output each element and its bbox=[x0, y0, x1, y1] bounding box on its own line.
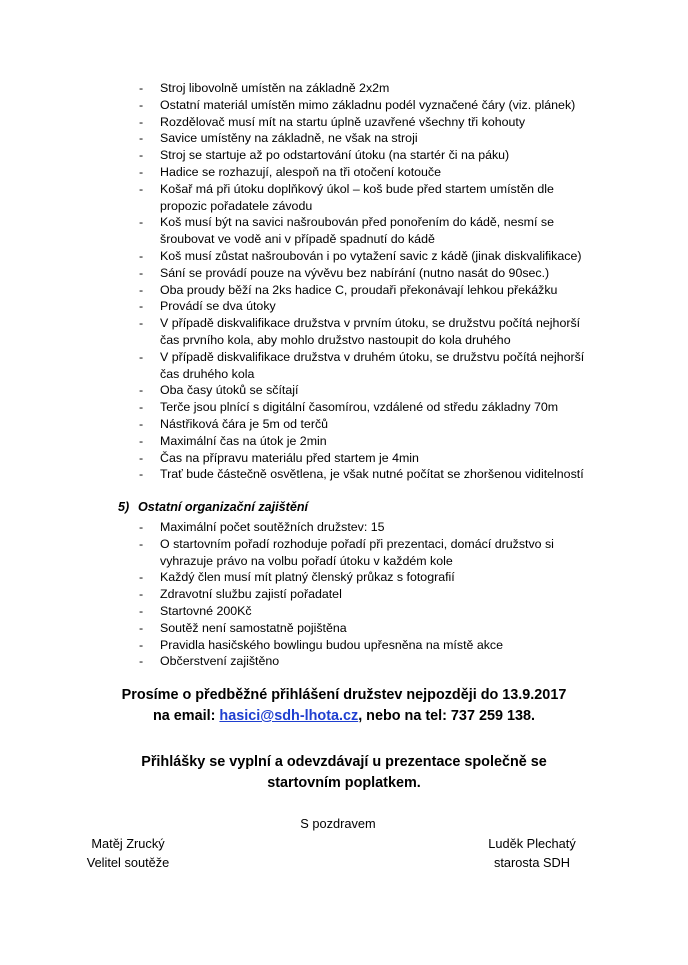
phone-text: , nebo na tel: 737 259 138. bbox=[358, 708, 535, 724]
list-item-text: Nástřiková čára je 5m od terčů bbox=[160, 416, 329, 431]
bullet-dash: - bbox=[139, 467, 144, 482]
competition-rules-list bbox=[139, 80, 599, 483]
list-item bbox=[139, 114, 599, 131]
list-item bbox=[139, 265, 599, 282]
bullet-dash: - bbox=[139, 416, 144, 431]
list-item bbox=[139, 519, 599, 536]
bullet-dash: - bbox=[139, 81, 144, 95]
list-item bbox=[139, 620, 599, 637]
bullet-dash: - bbox=[139, 248, 144, 263]
list-item bbox=[139, 349, 599, 383]
bullet-dash: - bbox=[139, 450, 144, 465]
bullet-dash: - bbox=[139, 536, 144, 551]
list-item-text: Trať bude částečně osvětlena, je však nutné počítat se zhoršenou viditelností bbox=[160, 467, 584, 482]
section-title: Ostatní organizační zajištění bbox=[138, 500, 309, 514]
bullet-dash: - bbox=[139, 587, 144, 602]
bullet-dash: - bbox=[139, 299, 144, 314]
list-item-text: Občerstvení zajištěno bbox=[160, 654, 280, 669]
bullet-dash: - bbox=[139, 316, 144, 331]
list-item-text: Maximální počet soutěžních družstev: 15 bbox=[160, 520, 385, 534]
list-item bbox=[139, 433, 599, 450]
bullet-dash: - bbox=[139, 570, 144, 585]
list-item bbox=[139, 298, 599, 315]
list-item-text: propozic pořadatele závodu bbox=[160, 198, 313, 213]
list-item-text: Každý člen musí mít platný členský průkaz s fotografií bbox=[160, 570, 455, 585]
section-number: 5) bbox=[118, 500, 130, 514]
list-item bbox=[139, 382, 599, 399]
applications-notice bbox=[0, 752, 688, 794]
registration-deadline-line: Prosíme o předběžné přihlášení družstev nejpozději do 13.9.2017 bbox=[121, 687, 567, 703]
bullet-dash: - bbox=[139, 637, 144, 652]
bullet-dash: - bbox=[139, 349, 144, 364]
bullet-dash: - bbox=[139, 215, 144, 230]
bullet-dash: - bbox=[139, 97, 144, 112]
section-heading bbox=[118, 499, 308, 516]
signature-left bbox=[48, 834, 208, 872]
list-item-text: Pravidla hasičského bowlingu budou upřesněna na místě akce bbox=[160, 637, 504, 652]
list-item bbox=[139, 466, 599, 483]
list-item bbox=[139, 248, 599, 265]
email-link[interactable]: hasici@sdh-lhota.cz bbox=[219, 708, 359, 724]
bullet-dash: - bbox=[139, 520, 144, 534]
bullet-dash: - bbox=[139, 603, 144, 618]
signature-left-name: Matěj Zrucký bbox=[91, 836, 165, 851]
list-item-text: čas druhého kola bbox=[160, 366, 255, 381]
list-item bbox=[139, 569, 599, 586]
list-item-text: Čas na přípravu materiálu před startem je 4min bbox=[160, 450, 419, 465]
list-item-text: Oba časy útoků se sčítají bbox=[160, 383, 299, 398]
list-item-text: O startovním pořadí rozhoduje pořadí při prezentaci, domácí družstvo si bbox=[160, 536, 554, 551]
list-item bbox=[139, 450, 599, 467]
list-item bbox=[139, 637, 599, 654]
list-item-text: Koš musí zůstat našroubován i po vytažení savic z kádě (jinak diskvalifikace) bbox=[160, 248, 582, 263]
applications-line-1: Přihlášky se vyplní a odevzdávají u prezentace společně se bbox=[141, 754, 547, 770]
list-item-text: Zdravotní službu zajistí pořadatel bbox=[160, 587, 342, 602]
list-item bbox=[139, 586, 599, 603]
list-item bbox=[139, 282, 599, 299]
list-item-text: Oba proudy běží na 2ks hadice C, proudaři překonávají lehkou překážku bbox=[160, 282, 558, 297]
bullet-dash: - bbox=[139, 383, 144, 398]
bullet-dash: - bbox=[139, 282, 144, 297]
signature-right-role: starosta SDH bbox=[493, 855, 571, 870]
bullet-dash: - bbox=[139, 654, 144, 669]
bullet-dash: - bbox=[139, 265, 144, 280]
list-item-text: Terče jsou plnící s digitální časomírou, vzdálené od středu základny 70m bbox=[160, 400, 559, 415]
list-item bbox=[139, 80, 599, 97]
organization-list bbox=[139, 519, 599, 670]
signature-right bbox=[452, 834, 612, 872]
registration-contact-line bbox=[0, 706, 688, 727]
list-item bbox=[139, 181, 599, 215]
list-item-text: Savice umístěny na základně, ne však na stroji bbox=[160, 131, 418, 146]
bullet-dash: - bbox=[139, 620, 144, 635]
list-item bbox=[139, 399, 599, 416]
list-item-text: Startovné 200Kč bbox=[160, 603, 252, 618]
list-item-text: Maximální čas na útok je 2min bbox=[160, 433, 327, 448]
list-item bbox=[139, 97, 599, 114]
list-item-text: vyhrazuje právo na volbu pořadí útoku v každém kole bbox=[160, 553, 453, 568]
greeting: S pozdravem bbox=[300, 816, 376, 831]
email-prefix: na email: bbox=[153, 708, 220, 724]
list-item-text: Provádí se dva útoky bbox=[160, 299, 276, 314]
list-item-text: Sání se provádí pouze na vývěvu bez nabírání (nutno nasát do 90sec.) bbox=[160, 265, 550, 280]
list-item bbox=[139, 416, 599, 433]
bullet-dash: - bbox=[139, 114, 144, 129]
list-item-text: V případě diskvalifikace družstva v druhém útoku, se družstvu počítá nejhorší bbox=[160, 349, 585, 364]
list-item bbox=[139, 536, 599, 570]
list-item bbox=[139, 315, 599, 349]
list-item-text: Rozdělovač musí mít na startu úplně uzavřené všechny tři kohouty bbox=[160, 114, 526, 129]
list-item-text: čas prvního kola, aby mohlo družstvo nastoupit do kola druhého bbox=[160, 332, 511, 347]
list-item-text: Hadice se rozhazují, alespoň na tři otočení kotouče bbox=[160, 164, 442, 179]
list-item-text: Ostatní materiál umístěn mimo základnu podél vyznačené čáry (viz. plánek) bbox=[160, 97, 576, 112]
list-item-text: Stroj libovolně umístěn na základně 2x2m bbox=[160, 81, 390, 95]
list-item bbox=[139, 164, 599, 181]
registration-notice bbox=[0, 685, 688, 727]
signature-left-role: Velitel soutěže bbox=[86, 855, 170, 870]
list-item bbox=[139, 214, 599, 248]
bullet-dash: - bbox=[139, 131, 144, 146]
list-item-text: šroubovat ve vodě ani v případě spadnutí do kádě bbox=[160, 232, 435, 247]
list-item bbox=[139, 130, 599, 147]
bullet-dash: - bbox=[139, 433, 144, 448]
list-item bbox=[139, 653, 599, 670]
signature-right-name: Luděk Plechatý bbox=[488, 836, 576, 851]
list-item-text: Košař má při útoku doplňkový úkol – koš bude před startem umístěn dle bbox=[160, 181, 554, 196]
bullet-dash: - bbox=[139, 148, 144, 163]
bullet-dash: - bbox=[139, 400, 144, 415]
list-item-text: V případě diskvalifikace družstva v prvním útoku, se družstvu počítá nejhorší bbox=[160, 316, 581, 331]
list-item bbox=[139, 147, 599, 164]
bullet-dash: - bbox=[139, 164, 144, 179]
list-item-text: Soutěž není samostatně pojištěna bbox=[160, 620, 347, 635]
list-item-text: Stroj se startuje až po odstartování útoku (na startér či na páku) bbox=[160, 148, 510, 163]
list-item-text: Koš musí být na savici našroubován před ponořením do kádě, nesmí se bbox=[160, 215, 554, 230]
list-item bbox=[139, 603, 599, 620]
applications-line-2: startovním poplatkem. bbox=[267, 775, 421, 791]
bullet-dash: - bbox=[139, 181, 144, 196]
